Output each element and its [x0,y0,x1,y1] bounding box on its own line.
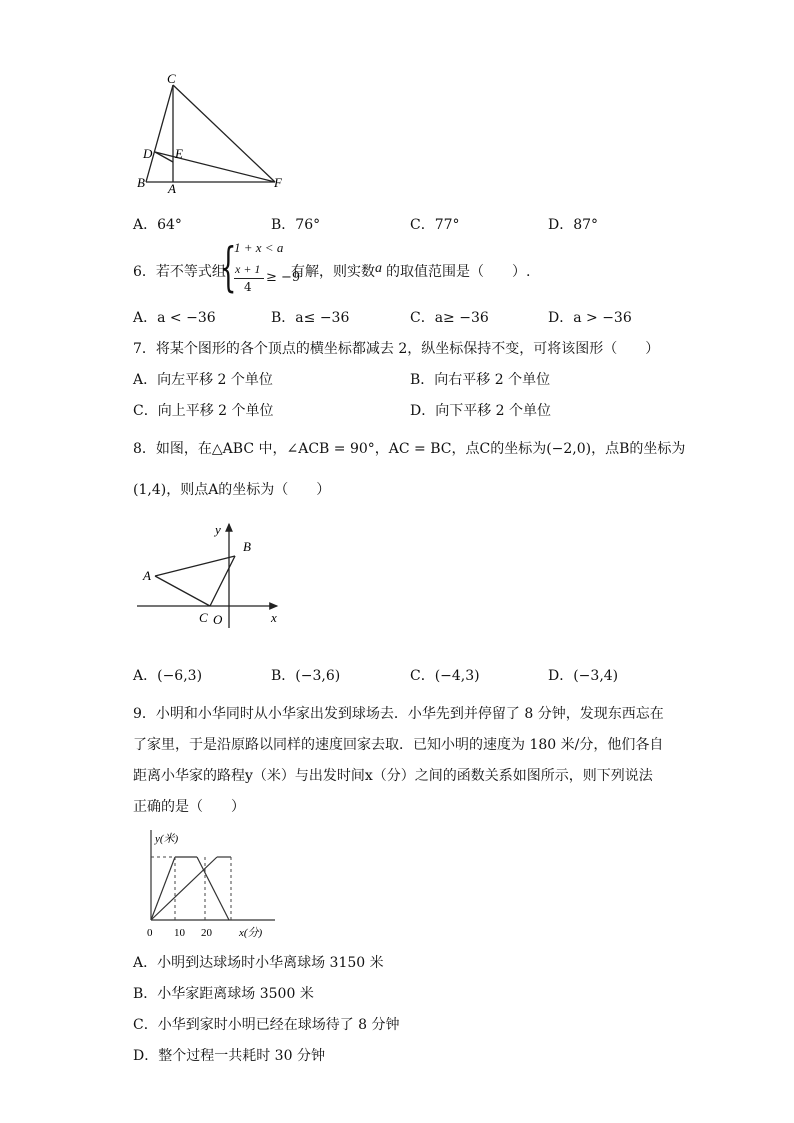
q6-suffix2: 的取值范围是（ ）. [386,264,531,280]
q6-rhs: ≥ −9 [266,270,301,285]
q9-line4: 正确的是（ ） [133,799,245,815]
label-B: B [137,175,145,190]
q6-frac-num: x + 1 [235,262,261,276]
axis-y-label: y [215,522,221,537]
q9-option-a: A．小明到达球场时小华离球场 3150 米 [133,955,384,971]
q7-option-a: A．向左平移 2 个单位 [133,372,273,388]
q6-ineq1: 1 + x < a [234,240,284,255]
q7-option-b: B．向右平移 2 个单位 [410,372,551,388]
q9-option-b: B．小华家距离球场 3500 米 [133,986,314,1002]
point-C-label: C [199,610,208,625]
q7-option-c: C．向上平移 2 个单位 [133,403,274,419]
graph-tick-0: 0 [147,927,153,939]
label-F: F [274,175,282,190]
q6-suffix: 有解，则实数 [291,264,375,280]
triangle-figure [130,70,300,195]
q6-frac-den: 4 [244,280,252,294]
graph-ylabel: y(米) [155,833,179,845]
label-D: D [143,146,153,161]
q6-option-b: B．a≤ −36 [271,310,350,326]
q8-option-d: D．(−3,4) [548,668,619,684]
q7-stem: 7．将某个图形的各个顶点的横坐标都减去 2，纵坐标保持不变，可将该图形（ ） [133,341,660,357]
q6-prefix: 6．若不等式组 [133,264,226,280]
q6-brace: { [220,238,237,298]
label-E: E [175,146,183,161]
axis-x-label: x [271,610,277,625]
q8-option-a: A．(−6,3) [133,668,203,684]
q9-line2: 了家里，于是沿原路以同样的速度回家去取．已知小明的速度为 180 米/分，他们各自 [133,737,664,753]
q9-line1: 9．小明和小华同时从小华家出发到球场去．小华先到并停留了 8 分钟，发现东西忘在 [133,706,664,722]
q7-option-d: D．向下平移 2 个单位 [410,403,552,419]
graph-tick-20: 20 [201,927,212,939]
q8-option-b: B．(−3,6) [271,668,341,684]
point-A-label: A [143,568,151,583]
q8-option-c: C．(−4,3) [410,668,480,684]
q9-line3: 距离小华家的路程y（米）与出发时间x（分）之间的函数关系如图所示，则下列说法 [133,768,653,784]
graph-xlabel: x(分) [239,927,263,939]
q9-option-d: D．整个过程一共耗时 30 分钟 [133,1048,325,1064]
label-A: A [168,181,176,195]
coordinate-figure [135,520,285,630]
distance-time-graph [135,826,280,944]
q6-option-d: D．a > −36 [548,310,632,326]
q5-option-b: B．76° [271,217,321,233]
q6-frac-bar [234,278,264,279]
q5-option-a: A．64° [133,217,182,233]
q9-option-c: C．小华到家时小明已经在球场待了 8 分钟 [133,1017,400,1033]
q8-line1: 8．如图，在△ABC 中，∠ACB = 90°，AC = BC，点C的坐标为(−2,0)，点B的坐标为 [133,441,686,457]
q5-option-d: D．87° [548,217,599,233]
graph-tick-10: 10 [174,927,185,939]
q6-option-c: C．a≥ −36 [410,310,489,326]
point-B-label: B [243,539,251,554]
q8-line2: (1,4)，则点A的坐标为（ ） [133,482,331,498]
q5-option-c: C．77° [410,217,460,233]
label-C: C [167,71,176,86]
q6-option-a: A．a < −36 [133,310,216,326]
origin-label: O [213,612,223,627]
q6-var: a [375,261,382,276]
